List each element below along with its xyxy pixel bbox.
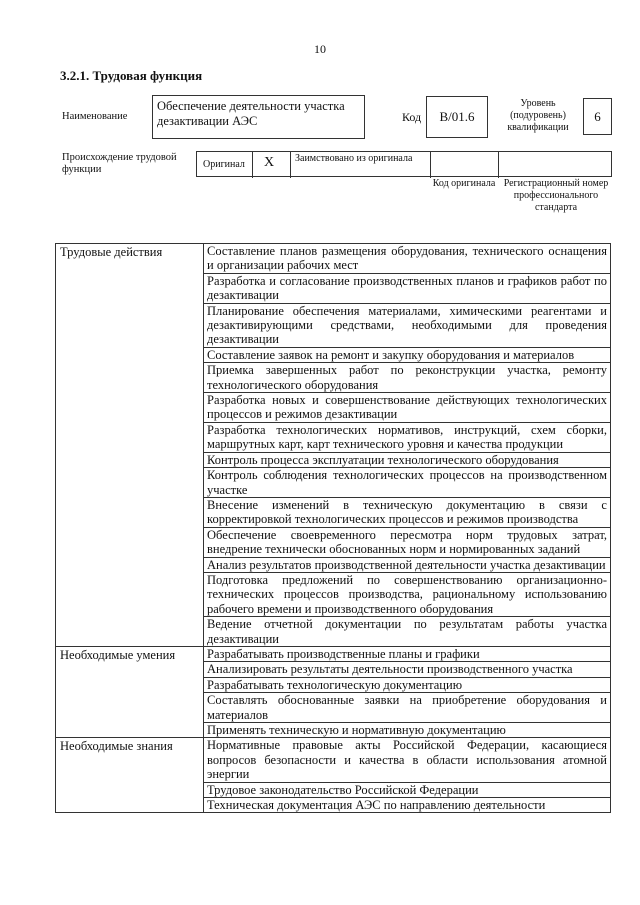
borrowed-label: Заимствовано из оригинала: [295, 153, 413, 164]
table-cell-item: Составление планов размещения оборудования, технического оснащения и организации рабочих мест: [204, 244, 611, 274]
table-cell-item: Разрабатывать производственные планы и графики: [204, 646, 611, 661]
table-cell-item: Планирование обеспечения материалами, химическими реагентами и дезактивирующими средствами, необходимыми для проведения дезактивации: [204, 303, 611, 347]
original-mark-cell: [253, 152, 291, 178]
table-cell-item: Техническая документация АЭС по направлению деятельности: [204, 798, 611, 813]
original-cell: [197, 152, 253, 178]
table-cell-item: Внесение изменений в техническую документацию в связи с корректировкой технологических процессов и режимов производства: [204, 497, 611, 527]
level-value: 6: [594, 108, 601, 124]
page-number: 10: [314, 42, 326, 56]
section-title: 3.2.1. Трудовая функция: [60, 68, 203, 83]
table-cell-item: Контроль соблюдения технологических процессов на производственном участке: [204, 468, 611, 498]
code-original-caption: Код оригинала: [432, 178, 496, 189]
level-label: Уровень (подуровень) квалификации: [507, 98, 569, 133]
level-box: [583, 98, 612, 135]
origin-label: Происхождение трудовой функции: [62, 152, 177, 175]
table-cell-item: Применять техническую и нормативную документацию: [204, 723, 611, 738]
table-cell-item: Составление заявок на ремонт и закупку оборудования и материалов: [204, 347, 611, 362]
section-label: Необходимые умения: [56, 646, 204, 737]
function-name: Обеспечение деятельности участка дезактивации АЭС: [157, 99, 345, 128]
reg-number-caption: Регистрационный номер профессионального стандарта: [503, 178, 609, 213]
table-row: [56, 244, 611, 274]
section-label: Необходимые знания: [56, 738, 204, 813]
table-cell-item: Анализ результатов производственной деятельности участка дезактивации: [204, 557, 611, 572]
function-name-box: [152, 95, 365, 139]
code-value: B/01.6: [439, 109, 475, 124]
table-cell-item: Разработка технологических нормативов, инструкций, схем сборки, маршрутных карт, карт технического уровня и качества продукции: [204, 422, 611, 452]
table-cell-item: Ведение отчетной документации по результатам работы участка дезактивации: [204, 617, 611, 647]
table-row: [56, 738, 611, 782]
table-cell-item: Трудовое законодательство Российской Федерации: [204, 782, 611, 797]
original-label: Оригинал: [203, 159, 245, 170]
borrowed-cell: [291, 152, 431, 178]
table-cell-item: Разрабатывать технологическую документацию: [204, 677, 611, 692]
code-label: Код: [402, 110, 422, 124]
code-box: [426, 96, 488, 138]
table-cell-item: Составлять обоснованные заявки на приобретение оборудования и материалов: [204, 693, 611, 723]
table-cell-item: Контроль процесса эксплуатации технологического оборудования: [204, 452, 611, 467]
table-cell-item: Разработка новых и совершенствование действующих технологических процессов и режимов дезактивации: [204, 393, 611, 423]
table-cell-item: Разработка и согласование производственных планов и графиков работ по дезактивации: [204, 273, 611, 303]
table-cell-item: Приемка завершенных работ по реконструкции участка, ремонту технологического оборудования: [204, 363, 611, 393]
reg-number-cell: [499, 152, 611, 178]
original-mark: X: [264, 155, 275, 170]
table-cell-item: Обеспечение своевременного пересмотра норм трудовых затрат, внедрение технически обоснованных норм и нормированных заданий: [204, 527, 611, 557]
table-cell-item: Подготовка предложений по совершенствованию организационно-технических процессов производства, рациональному использованию рабочего времени и производственного оборудования: [204, 572, 611, 616]
section-label: Трудовые действия: [56, 244, 204, 647]
code-original-cell: [431, 152, 499, 178]
table-cell-item: Нормативные правовые акты Российской Федерации, касающиеся вопросов безопасности и качества в области использования атомной энергии: [204, 738, 611, 782]
name-label: Наименование: [62, 111, 128, 122]
function-table: [55, 243, 611, 813]
table-cell-item: Анализировать результаты деятельности производственного участка: [204, 662, 611, 677]
origin-row: [196, 151, 612, 177]
table-row: [56, 646, 611, 661]
